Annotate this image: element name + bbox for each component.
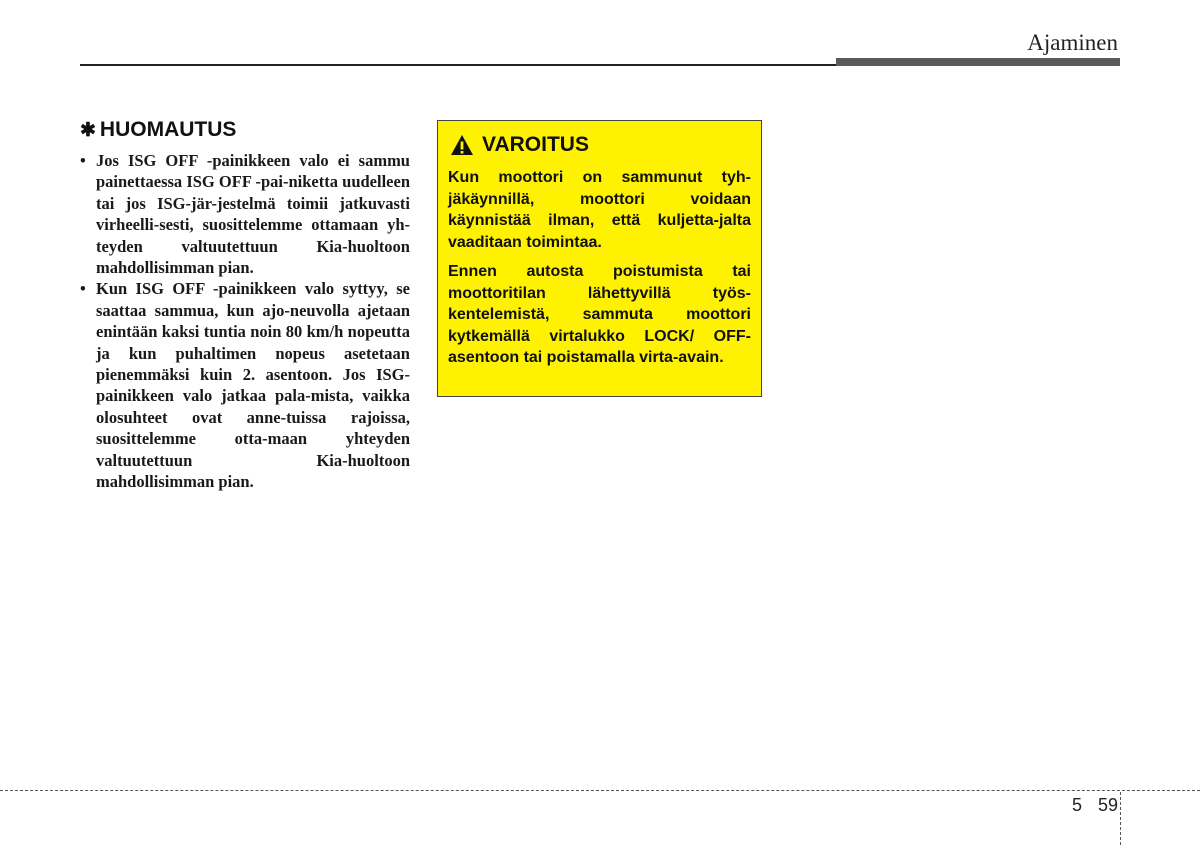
header-rule-thick <box>836 58 1120 66</box>
note-block <box>80 118 410 493</box>
note-heading <box>80 118 410 142</box>
asterisk-icon: ✱ <box>80 119 96 141</box>
warning-triangle-icon <box>450 134 474 156</box>
chapter-number: 5 <box>1071 795 1082 815</box>
warning-heading-text: VAROITUS <box>482 133 589 156</box>
page-number-value: 59 <box>1097 795 1118 815</box>
note-heading-text: HUOMAUTUS <box>99 118 237 141</box>
header-rule-thin <box>80 64 840 66</box>
note-list <box>80 150 410 493</box>
note-item: • Kun ISG OFF -painikkeen valo syttyy, se saattaa sammua, kun ajo-neuvolla ajetaan enintään kaksi tuntia noin 80 km/h nopeutta ja kun puhaltimen nopeus asetetaan pienemmäksi kuin 2. asentoon. Jos ISG-painikkeen valo jatkaa pala-mista, vaikka olosuhteet ovat anne-tuissa rajoissa, suosittelemme otta-maan yhteyden valtuutettuun Kia-huoltoon mahdollisimman pian. <box>80 278 410 492</box>
warning-paragraph: Kun moottori on sammunut tyh-jäkäynnillä, moottori voidaan käynnistää ilman, että kuljetta-jalta vaaditaan toimintaa. <box>448 169 751 251</box>
page-number <box>1072 795 1118 816</box>
warning-paragraph: Ennen autosta poistumista tai moottoritilan lähettyvillä työs-kentelemistä, sammuta moottori kytkemällä virtalukko LOCK/ OFF-asentoon tai poistamalla virta-avain. <box>448 263 751 366</box>
warning-box <box>437 120 762 397</box>
note-item: • Jos ISG OFF -painikkeen valo ei sammu painettaessa ISG OFF -pai-niketta uudelleen tai jos ISG-jär-jestelmä toimii jatkuvasti virheelli-sesti, suosittelemme ottamaan yh-teyden valtuutettuun Kia-huoltoon mahdollisimman pian. <box>80 150 410 278</box>
footer-rule <box>0 790 1200 791</box>
warning-heading <box>450 133 751 157</box>
section-title: Ajaminen <box>1027 30 1118 55</box>
page-number-divider <box>1120 792 1121 845</box>
